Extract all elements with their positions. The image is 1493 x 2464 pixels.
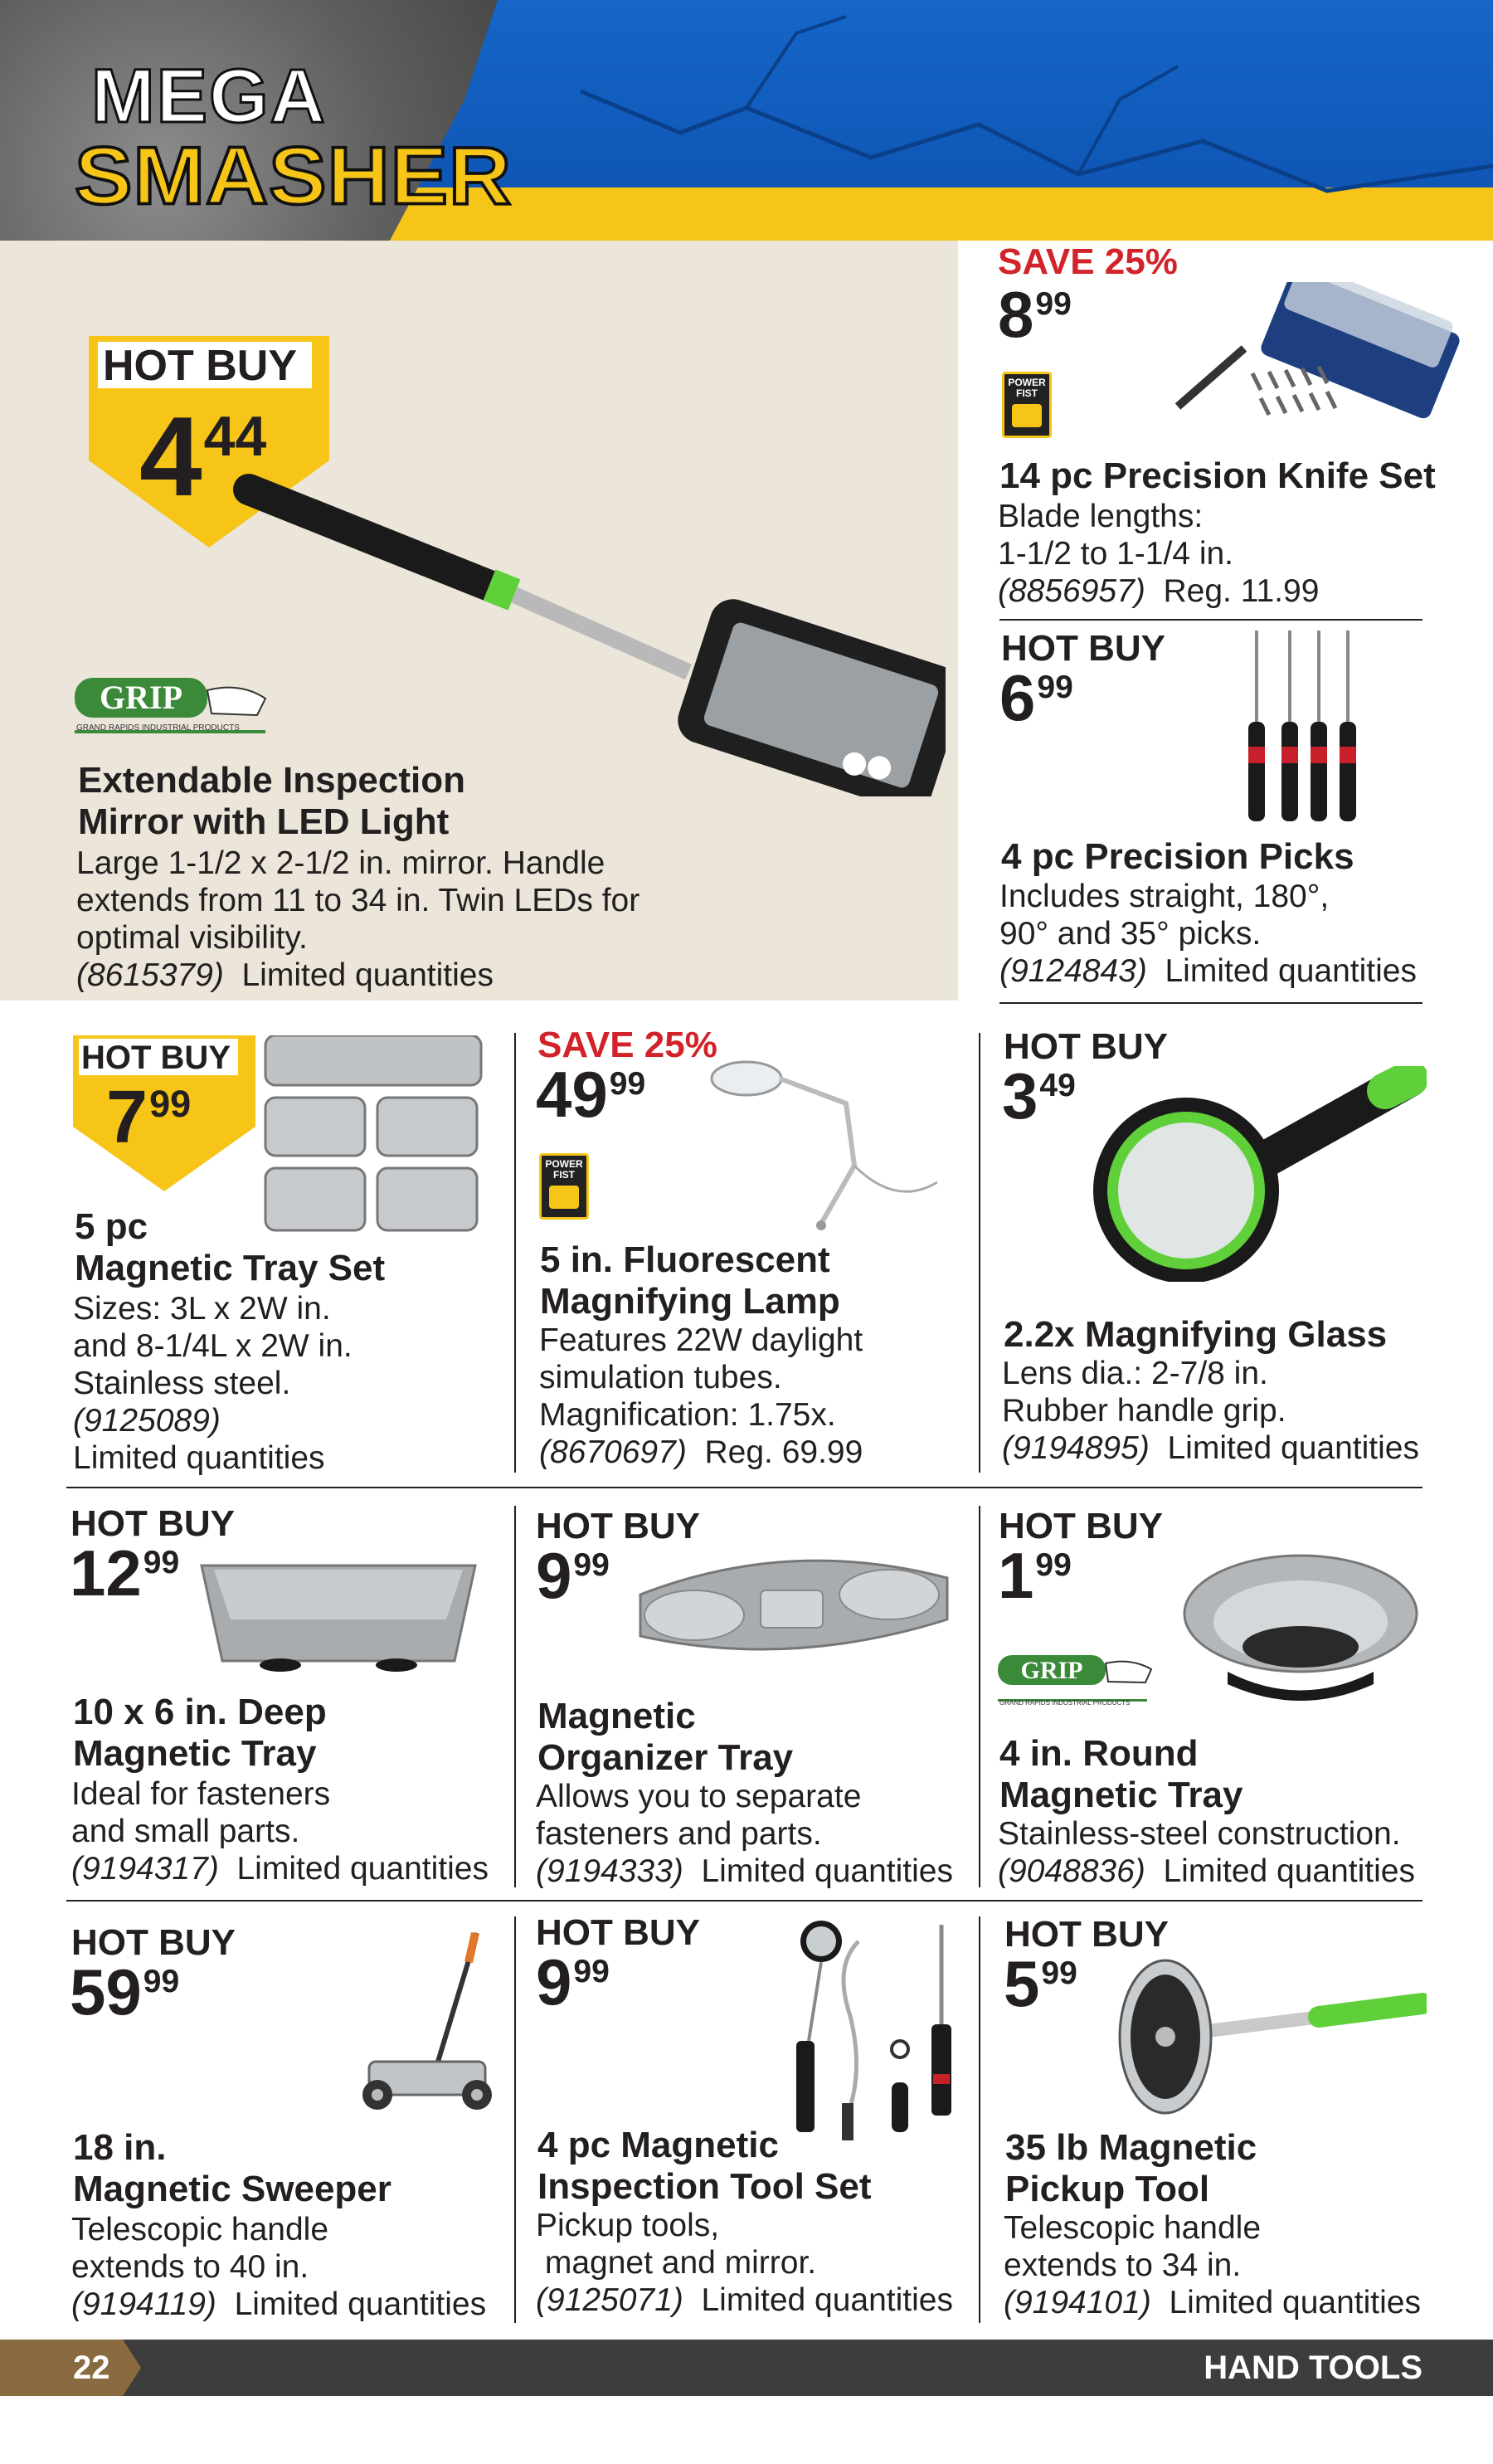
divider xyxy=(999,619,1422,621)
knife-desc-line2: 1-1/2 to 1-1/4 in. xyxy=(998,536,1234,572)
hero-title-line2: Mirror with LED Light xyxy=(78,801,450,842)
glass-badge: HOT BUY xyxy=(1004,1026,1168,1067)
deep-tray-image xyxy=(197,1545,479,1678)
tray5-note: Limited quantities xyxy=(73,1440,325,1476)
tray5-sku: (9125089) xyxy=(73,1403,221,1439)
magnetic-sweeper-image xyxy=(353,1929,498,2120)
pickup-title-line1: 35 lb Magnetic xyxy=(1005,2127,1257,2168)
lamp-title-line1: 5 in. Fluorescent xyxy=(540,1239,830,1280)
tray5-price: $7^{99}$ xyxy=(106,1076,192,1159)
knife-price: $8^{99}$ xyxy=(998,278,1072,351)
divider xyxy=(66,1900,1422,1902)
glass-desc-line1: Lens dia.: 2-7/8 in. xyxy=(1002,1356,1268,1391)
power-fist-logo: POWER FIST xyxy=(1002,372,1052,438)
inspection-tool-set-image xyxy=(784,1916,958,2157)
sweeper-desc-line1: Telescopic handle xyxy=(71,2212,329,2247)
page-number-tab xyxy=(0,2340,141,2396)
tray5-desc-line3: Stainless steel. xyxy=(73,1366,291,1401)
lamp-desc-line1: Features 22W daylight xyxy=(539,1322,863,1358)
sweeper-sku: (9194119) xyxy=(71,2286,216,2322)
hero-desc-line2: extends from 11 to 34 in. Twin LEDs for xyxy=(76,883,640,918)
pickup-price: $5^{99}$ xyxy=(1004,1947,1077,2020)
organizer-title-line2: Organizer Tray xyxy=(537,1737,794,1778)
deeptray-note: Limited quantities xyxy=(236,1851,489,1887)
sweeper-title-line2: Magnetic Sweeper xyxy=(73,2169,391,2209)
sweeper-badge: HOT BUY xyxy=(71,1922,236,1963)
grip-subtitle: GRAND RAPIDS INDUSTRIAL PRODUCTS xyxy=(999,1699,1131,1707)
magnifying-glass-image xyxy=(1070,1066,1427,1282)
round-tray-image xyxy=(1178,1547,1422,1705)
lamp-reg: Reg. 69.99 xyxy=(704,1434,863,1470)
magnetic-pickup-image xyxy=(1095,1954,1427,2120)
knife-set-image xyxy=(1170,282,1468,448)
inspection-badge: HOT BUY xyxy=(536,1912,700,1953)
sweeper-sku-row xyxy=(71,2286,486,2324)
inspection-desc-line2: magnet and mirror. xyxy=(536,2245,817,2281)
grip-logo xyxy=(75,674,282,748)
smasher-heading: SMASHER xyxy=(75,129,513,222)
knife-desc-line1: Blade lengths: xyxy=(998,499,1204,534)
mega-heading: MEGA xyxy=(91,54,327,139)
picks-desc-line1: Includes straight, 180°, xyxy=(999,879,1330,914)
hero-desc-line1: Large 1-1/2 x 2-1/2 in. mirror. Handle xyxy=(76,845,605,881)
tray-set-image xyxy=(257,1035,489,1234)
svg-text:GRIP: GRIP xyxy=(1020,1657,1083,1684)
deeptray-badge: HOT BUY xyxy=(71,1503,235,1544)
organizer-desc-line2: fasteners and parts. xyxy=(536,1816,822,1852)
column-divider xyxy=(979,1916,980,2323)
lamp-save: SAVE 25% xyxy=(537,1025,717,1065)
round-sku-row xyxy=(998,1853,1415,1891)
hero-note: Limited quantities xyxy=(241,957,494,993)
grip-subtitle: GRAND RAPIDS INDUSTRIAL PRODUCTS xyxy=(76,723,240,733)
precision-picks-image xyxy=(1240,631,1364,830)
tray5-desc-line2: and 8-1/4L x 2W in. xyxy=(73,1328,353,1364)
inspection-desc-line1: Pickup tools, xyxy=(536,2208,720,2243)
pickup-sku: (9194101) xyxy=(1004,2285,1151,2320)
inspection-price: $9^{99}$ xyxy=(536,1945,610,2018)
round-badge: HOT BUY xyxy=(999,1506,1163,1546)
glass-title: 2.2x Magnifying Glass xyxy=(1004,1314,1388,1355)
glass-sku: (9194895) xyxy=(1002,1430,1150,1466)
pickup-desc-line1: Telescopic handle xyxy=(1004,2210,1262,2246)
picks-sku-row xyxy=(999,952,1417,991)
picks-desc-line2: 90° and 35° picks. xyxy=(999,916,1262,952)
round-desc-line1: Stainless-steel construction. xyxy=(998,1816,1401,1852)
picks-badge: HOT BUY xyxy=(1001,628,1165,669)
round-note: Limited quantities xyxy=(1163,1853,1415,1889)
organizer-desc-line1: Allows you to separate xyxy=(536,1779,862,1814)
deeptray-price: $12^{99}$ xyxy=(70,1536,180,1609)
divider xyxy=(66,1487,1422,1488)
hero-price: $4^{44}$ xyxy=(139,393,267,519)
column-divider xyxy=(979,1506,980,1887)
deeptray-sku: (9194317) xyxy=(71,1851,219,1887)
glass-note: Limited quantities xyxy=(1167,1430,1419,1466)
round-title-line1: 4 in. Round xyxy=(999,1733,1199,1774)
organizer-sku-row xyxy=(536,1853,953,1891)
tray5-badge: HOT BUY xyxy=(81,1040,231,1076)
deeptray-title-line1: 10 x 6 in. Deep xyxy=(73,1692,327,1732)
sweeper-desc-line2: extends to 40 in. xyxy=(71,2249,309,2285)
glass-price: $3^{49}$ xyxy=(1002,1059,1076,1132)
lamp-sku-row xyxy=(539,1434,863,1472)
inspection-title-line1: 4 pc Magnetic xyxy=(537,2125,779,2165)
inspection-mirror-image xyxy=(224,465,946,796)
column-divider xyxy=(514,1033,516,1473)
hero-desc-line3: optimal visibility. xyxy=(76,920,308,956)
round-price: $1^{99}$ xyxy=(998,1539,1072,1612)
inspection-sku: (9125071) xyxy=(536,2282,683,2318)
lamp-desc-line2: simulation tubes. xyxy=(539,1360,782,1395)
pickup-desc-line2: extends to 34 in. xyxy=(1004,2247,1242,2283)
knife-sku: (8856957) xyxy=(998,573,1145,609)
lamp-price: $49^{99}$ xyxy=(536,1058,646,1131)
sweeper-price: $59^{99}$ xyxy=(70,1955,180,2028)
lamp-title-line2: Magnifying Lamp xyxy=(540,1281,840,1322)
glass-desc-line2: Rubber handle grip. xyxy=(1002,1393,1286,1429)
lamp-desc-line3: Magnification: 1.75x. xyxy=(539,1397,836,1433)
deeptray-desc-line2: and small parts. xyxy=(71,1814,300,1849)
section-title: HAND TOOLS xyxy=(1204,2350,1422,2386)
inspection-title-line2: Inspection Tool Set xyxy=(537,2166,872,2207)
round-sku: (9048836) xyxy=(998,1853,1145,1889)
pickup-sku-row xyxy=(1004,2284,1421,2322)
organizer-tray-image xyxy=(624,1545,960,1678)
hero-badge: HOT BUY xyxy=(103,342,297,390)
inspection-note: Limited quantities xyxy=(701,2282,953,2318)
tray5-title-line1: 5 pc xyxy=(75,1206,148,1247)
power-fist-logo: POWER FIST xyxy=(539,1153,589,1220)
organizer-price: $9^{99}$ xyxy=(536,1539,610,1612)
column-divider xyxy=(514,1506,516,1887)
magnifying-lamp-image xyxy=(705,1041,954,1232)
deeptray-desc-line1: Ideal for fasteners xyxy=(71,1776,331,1812)
picks-price: $6^{99}$ xyxy=(999,661,1073,734)
page-number: 22 xyxy=(73,2350,110,2386)
hero-sku: (8615379) xyxy=(76,957,224,993)
organizer-title-line1: Magnetic xyxy=(537,1696,696,1736)
knife-reg: Reg. 11.99 xyxy=(1163,573,1320,609)
knife-sku-row xyxy=(998,572,1319,611)
tray5-desc-line1: Sizes: 3L x 2W in. xyxy=(73,1291,331,1327)
deeptray-sku-row xyxy=(71,1850,489,1888)
picks-note: Limited quantities xyxy=(1165,953,1417,989)
hero-sku-row xyxy=(76,957,494,995)
inspection-sku-row xyxy=(536,2281,953,2320)
round-title-line2: Magnetic Tray xyxy=(999,1775,1243,1815)
knife-title: 14 pc Precision Knife Set xyxy=(999,455,1436,496)
knife-save: SAVE 25% xyxy=(998,241,1178,282)
pickup-title-line2: Pickup Tool xyxy=(1005,2169,1210,2209)
hero-title-line1: Extendable Inspection xyxy=(78,760,465,801)
deeptray-title-line2: Magnetic Tray xyxy=(73,1733,317,1774)
sweeper-title-line1: 18 in. xyxy=(73,2127,167,2168)
column-divider xyxy=(514,1916,516,2323)
organizer-badge: HOT BUY xyxy=(536,1506,700,1546)
organizer-sku: (9194333) xyxy=(536,1853,683,1889)
divider xyxy=(999,1002,1422,1004)
pickup-note: Limited quantities xyxy=(1169,2285,1421,2320)
organizer-note: Limited quantities xyxy=(701,1853,953,1889)
picks-title: 4 pc Precision Picks xyxy=(1001,836,1354,877)
svg-text:GRIP: GRIP xyxy=(100,679,182,716)
lamp-sku: (8670697) xyxy=(539,1434,687,1470)
glass-sku-row xyxy=(1002,1429,1419,1468)
tray5-title-line2: Magnetic Tray Set xyxy=(75,1248,386,1288)
pickup-badge: HOT BUY xyxy=(1004,1914,1169,1955)
picks-sku: (9124843) xyxy=(999,953,1147,989)
column-divider xyxy=(979,1033,980,1473)
sweeper-note: Limited quantities xyxy=(234,2286,487,2322)
